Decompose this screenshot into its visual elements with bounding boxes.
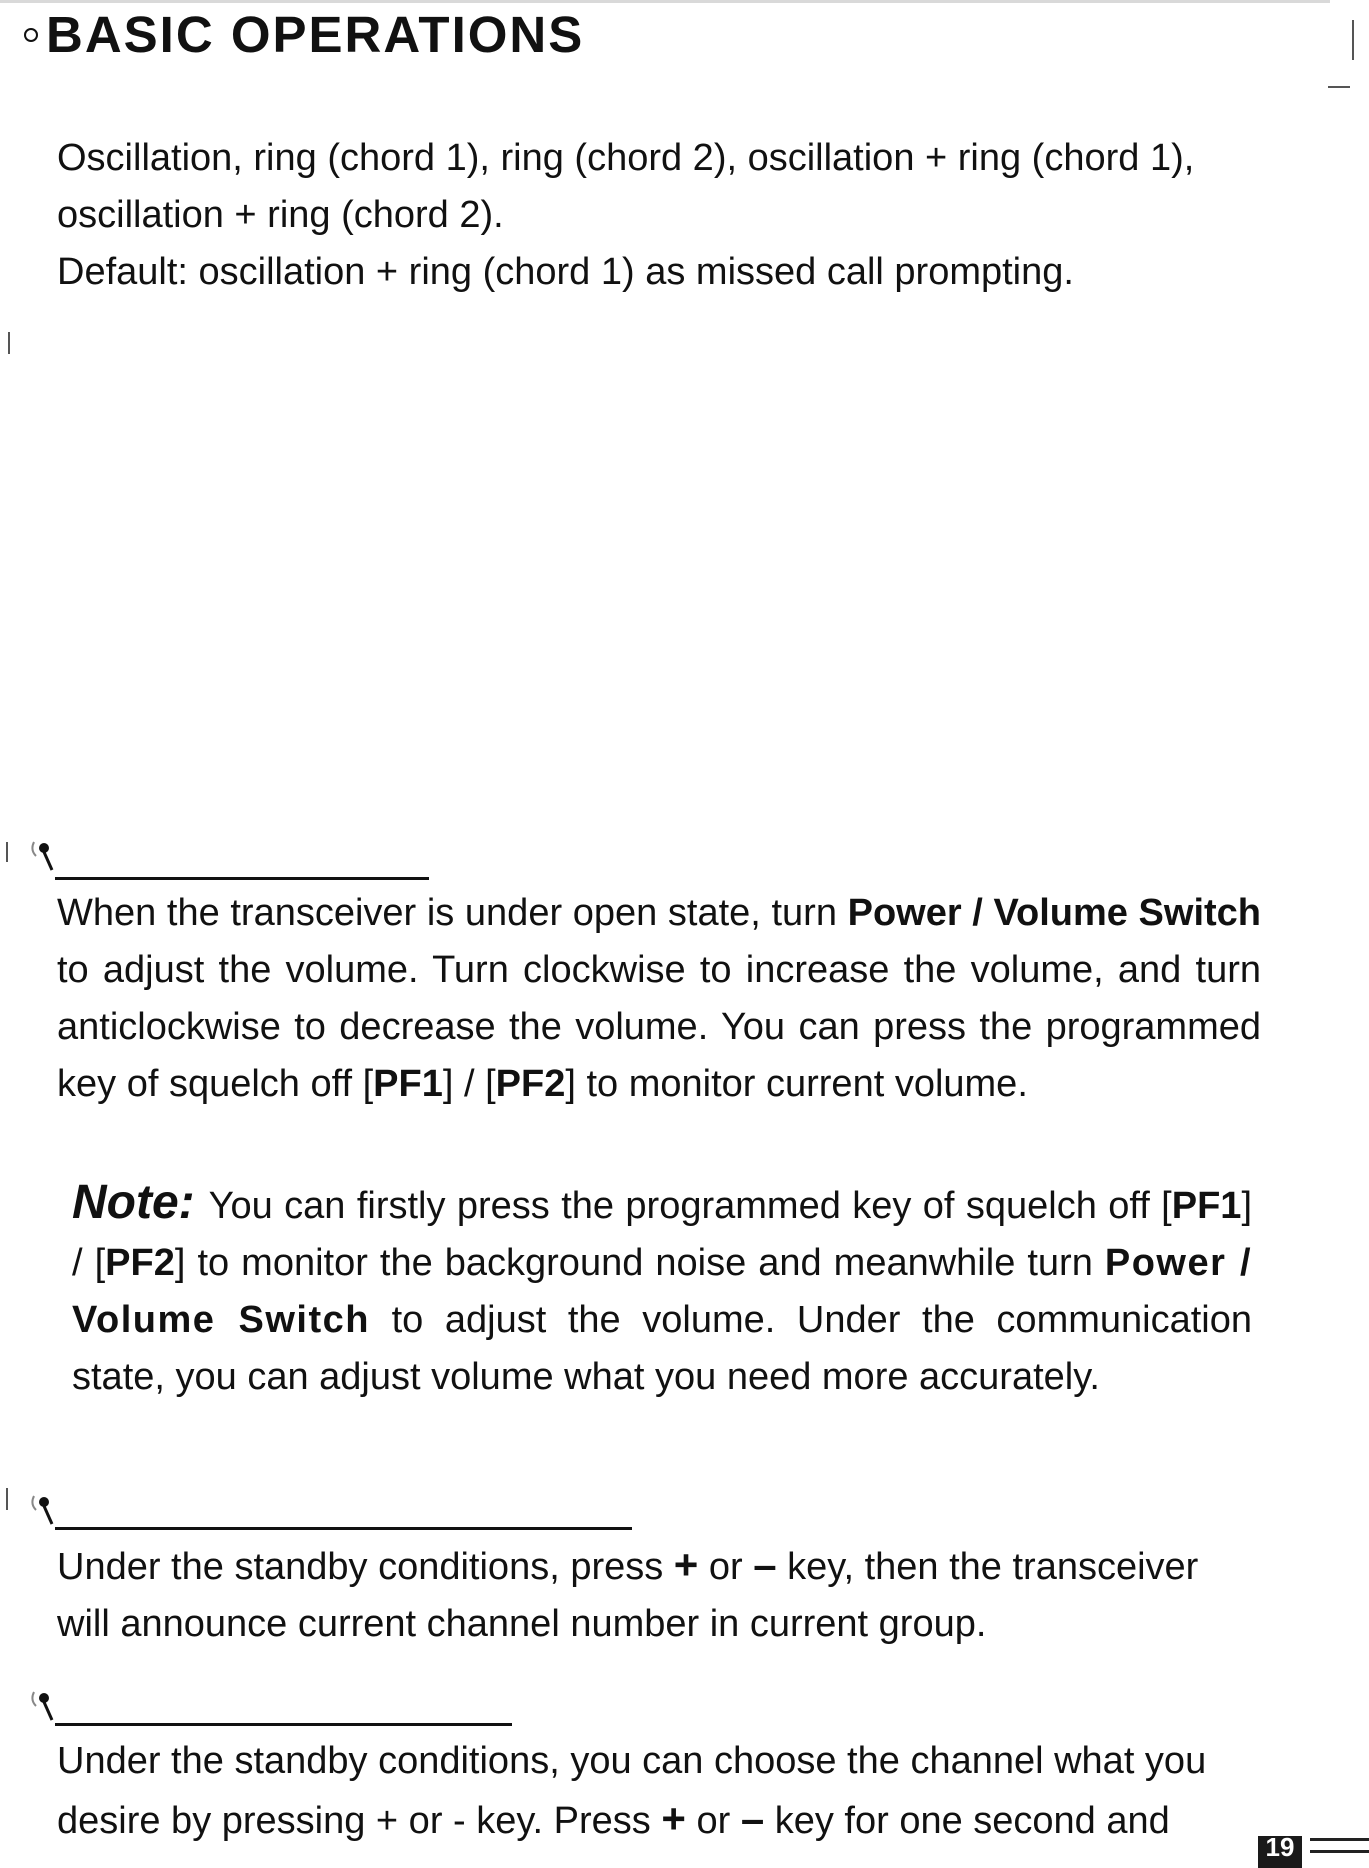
pf1-key-label: PF1 xyxy=(1171,1185,1242,1227)
volume-paragraph xyxy=(57,885,1261,1113)
pf1-key-label: PF1 xyxy=(373,1063,443,1105)
power-volume-switch-label: Power / Volume Switch xyxy=(72,1242,1252,1341)
announce-paragraph xyxy=(57,1536,1261,1653)
channel-section-rule xyxy=(55,1723,512,1726)
volume-text: ] / [ xyxy=(442,1063,496,1105)
header-bullet-icon xyxy=(24,28,38,42)
note-text: You can firstly press the programmed key of squelch off [ xyxy=(208,1185,1172,1227)
section-marker-icon xyxy=(30,1492,58,1526)
channel-paragraph xyxy=(57,1733,1261,1850)
announce-text: key, then the transceiver will announce current channel number in current group. xyxy=(57,1546,1199,1645)
default-prompt-text: Default: oscillation + ring (chord 1) as missed call prompting. xyxy=(57,251,1074,293)
page-title: BASIC OPERATIONS xyxy=(46,6,585,63)
pf2-key-label: PF2 xyxy=(495,1063,566,1105)
scan-speck xyxy=(1352,20,1354,60)
volume-text: ] to monitor current volume. xyxy=(565,1063,1028,1105)
channel-text: key for one second and xyxy=(764,1800,1170,1842)
note-text: ] / [ xyxy=(72,1185,1252,1284)
channel-text: Under the standby conditions, you can choose the channel what you desire by pressing + or - key. Press xyxy=(57,1740,1207,1842)
note-paragraph xyxy=(72,1174,1252,1406)
scan-speck xyxy=(8,332,10,354)
announce-section-rule xyxy=(55,1527,632,1530)
scan-speck xyxy=(1328,86,1350,88)
pf2-key-label: PF2 xyxy=(105,1242,175,1284)
edge-rule xyxy=(1310,1838,1369,1841)
scan-speck xyxy=(6,1488,8,1510)
scan-speck xyxy=(6,842,8,862)
plus-key-symbol: + xyxy=(661,1795,686,1842)
minus-key-symbol: – xyxy=(753,1541,777,1588)
page-number: 19 xyxy=(1265,1832,1295,1862)
ring-options-paragraph xyxy=(57,130,1261,301)
volume-text: When the transceiver is under open state, turn xyxy=(57,892,848,934)
note-text: ] to monitor the background noise and meanwhile turn xyxy=(174,1242,1105,1284)
announce-text: or xyxy=(698,1546,754,1588)
plus-key-symbol: + xyxy=(673,1541,699,1588)
channel-text: or xyxy=(685,1800,741,1842)
section-marker-icon xyxy=(30,838,58,872)
ring-options-text: Oscillation, ring (chord 1), ring (chord 2), oscillation + ring (chord 1), oscillation + ring (chord 2). xyxy=(57,137,1195,236)
section-header xyxy=(24,4,584,65)
edge-rule xyxy=(1310,1850,1369,1853)
volume-text: to adjust the volume. Turn clockwise to increase the volume, and turn anticlockwise to decrease the volume. You can press the programmed key of squelch off [ xyxy=(57,949,1261,1105)
power-volume-switch-label: Power / Volume Switch xyxy=(847,892,1261,934)
top-rule xyxy=(0,0,1330,3)
minus-key-symbol: – xyxy=(740,1795,765,1842)
note-label: Note: xyxy=(72,1176,195,1229)
volume-section-rule xyxy=(55,877,429,880)
section-marker-icon xyxy=(30,1688,58,1722)
announce-text: Under the standby conditions, press xyxy=(57,1546,674,1588)
note-text: to adjust the volume. Under the communication state, you can adjust volume what you need more accurately. xyxy=(72,1299,1252,1398)
